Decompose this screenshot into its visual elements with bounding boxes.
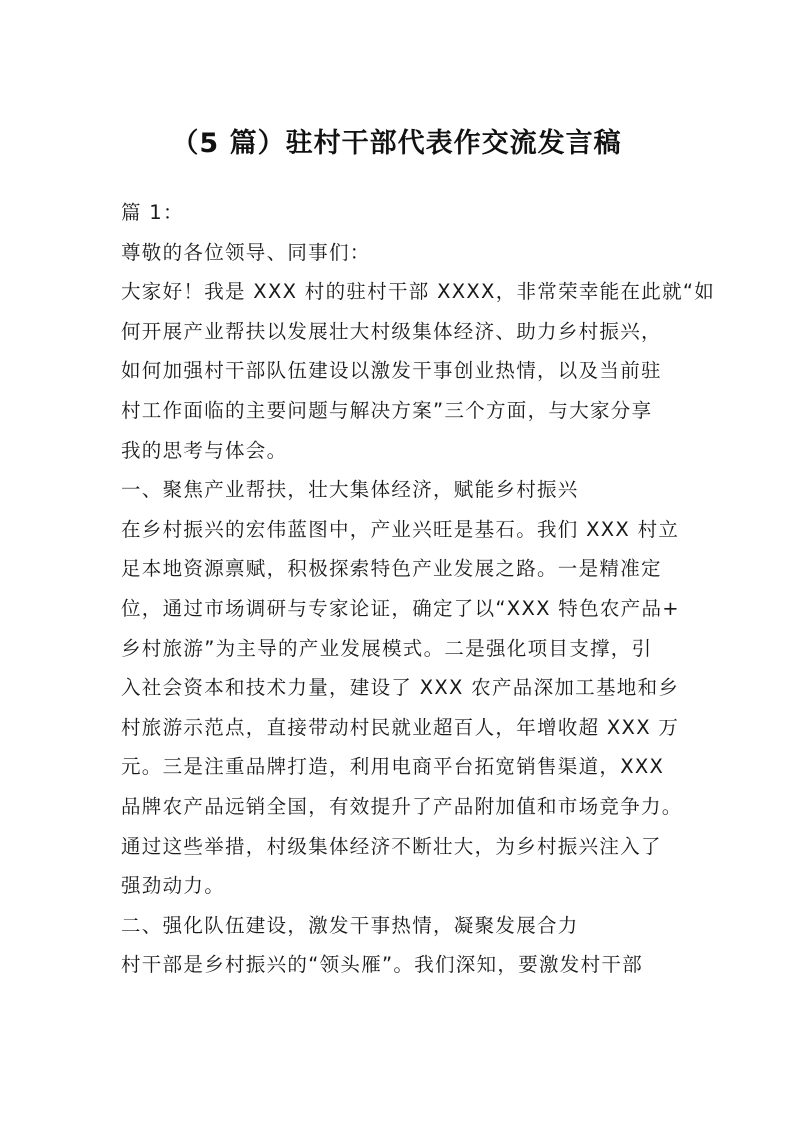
body-line: 强劲动力。 [121,874,226,898]
body-line: 通过这些举措，村级集体经济不断壮大，为乡村振兴注入了 [121,834,662,858]
body-line: 村工作面临的主要问题与解决方案”三个方面，与大家分享 [121,398,653,422]
body-line: 品牌农产品远销全国，有效提升了产品附加值和市场竞争力。 [121,794,683,818]
body-line: 在乡村振兴的宏伟蓝图中，产业兴旺是基石。我们 XXX 村立 [121,517,680,541]
body-line: 何开展产业帮扶以发展壮大村级集体经济、助力乡村振兴， [121,319,662,343]
body-line: 篇 1： [121,201,184,224]
body-line: 村干部是乡村振兴的“领头雁”。我们深知，要激发村干部 [121,953,644,977]
body-line: 乡村旅游”为主导的产业发展模式。二是强化项目支撑，引 [121,636,653,660]
body-line: 大家好！我是 XXX 村的驻村干部 XXXX，非常荣幸能在此就“如 [121,280,716,304]
section-heading: 一、聚焦产业帮扶，壮大集体经济，赋能乡村振兴 [121,478,579,502]
document-body [121,193,716,985]
body-line: 我的思考与体会。 [121,438,288,462]
body-line: 位，通过市场调研与专家论证，确定了以“XXX 特色农产品+ [121,596,680,620]
body-line: 如何加强村干部队伍建设以激发干事创业热情，以及当前驻 [121,359,662,383]
section-heading: 二、强化队伍建设，激发干事热情，凝聚发展合力 [121,913,579,937]
body-line: 村旅游示范点，直接带动村民就业超百人，年增收超 XXX 万 [121,715,680,739]
body-line: 尊敬的各位领导、同事们： [121,240,371,264]
body-line: 入社会资本和技术力量，建设了 XXX 农产品深加工基地和乡 [121,676,680,700]
body-line: 元。三是注重品牌打造，利用电商平台拓宽销售渠道，XXX [121,755,665,779]
document-title: （5 篇）驻村干部代表作交流发言稿 [171,128,622,159]
body-line: 足本地资源禀赋，积极探索特色产业发展之路。一是精准定 [121,557,662,581]
